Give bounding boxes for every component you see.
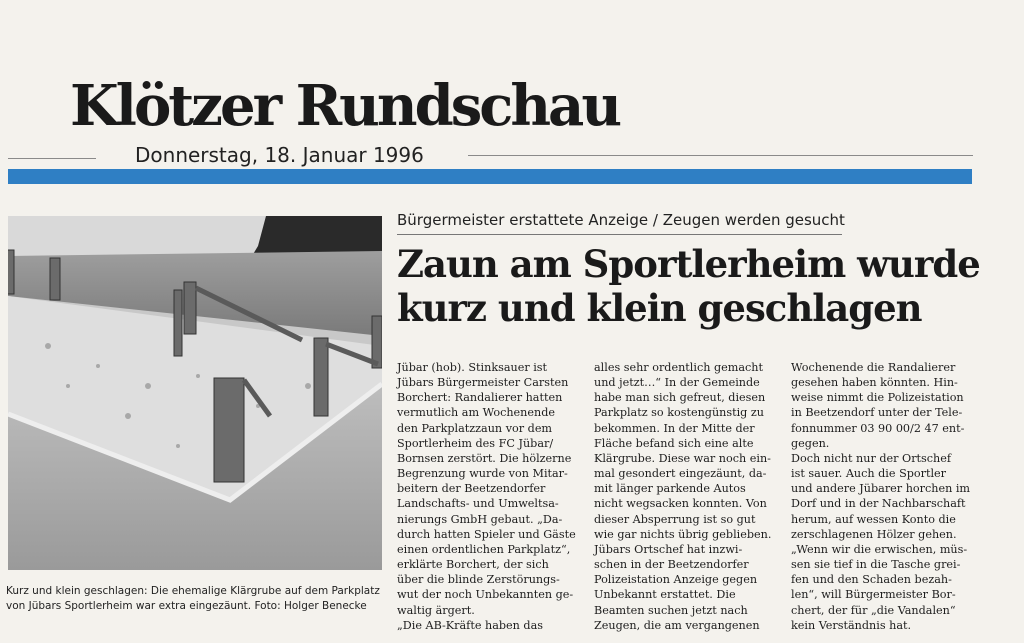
article-text-line: alles sehr ordentlich gemacht bbox=[594, 361, 763, 374]
article-text-line: fonnummer 03 90 00/2 47 ent- bbox=[791, 421, 965, 435]
article-text-line: mal gesondert eingezäunt, da- bbox=[594, 467, 767, 481]
article-text-line: habe man sich gefreut, diesen bbox=[594, 391, 766, 405]
article-text-line: Landschafts- und Umweltsa- bbox=[397, 497, 559, 511]
article-text-line: vermutlich am Wochenende bbox=[397, 406, 555, 420]
headline-line: kurz und klein geschlagen bbox=[397, 286, 922, 330]
article-text-line: beitern der Beetzendorfer bbox=[397, 482, 546, 496]
article-text-line: Begrenzung wurde von Mitar- bbox=[397, 467, 568, 481]
article-text-line: und jetzt…“ In der Gemeinde bbox=[594, 376, 760, 390]
article-text-line: Dorf und in der Nachbarschaft bbox=[791, 497, 966, 511]
article-text-line: gegen. bbox=[791, 436, 830, 450]
photo-fence-illustration bbox=[8, 216, 382, 570]
article-text-line: wie gar nichts übrig geblieben. bbox=[594, 527, 772, 541]
article-text-line: Doch nicht nur der Ortschef bbox=[791, 451, 952, 465]
caption-line: von Jübars Sportlerheim war extra eingezäunt. Foto: Holger Benecke bbox=[6, 600, 367, 612]
article-text-line: Beamten suchen jetzt nach bbox=[594, 603, 748, 617]
article-text-line: Sportlerheim des FC Jübar/ bbox=[397, 436, 554, 450]
article-text-line: gesehen haben könnten. Hin- bbox=[791, 376, 958, 390]
article-text-line: waltig ärgert. bbox=[397, 603, 475, 617]
article-column-3 bbox=[791, 360, 976, 633]
article-text-line: Klärgrube. Diese war noch ein- bbox=[594, 451, 771, 465]
issue-date: Donnerstag, 18. Januar 1996 bbox=[135, 143, 424, 167]
article-photo bbox=[8, 216, 382, 570]
article-text-line: und andere Jübarer horchen im bbox=[791, 482, 971, 496]
article-text-line: wut der noch Unbekannten ge- bbox=[397, 588, 574, 602]
article-text-line: bekommen. In der Mitte der bbox=[594, 421, 755, 435]
article-text-line: Jübar (hob). Stinksauer ist bbox=[397, 361, 548, 374]
article-text-line: in Beetzendorf unter der Tele- bbox=[791, 406, 963, 420]
photo-caption bbox=[6, 584, 390, 614]
article-text-line: den Parkplatzzaun vor dem bbox=[397, 421, 553, 435]
caption-line: Kurz und klein geschlagen: Die ehemalige Klärgrube auf dem Parkplatz bbox=[6, 585, 380, 597]
article-text-line: „Wenn wir die erwischen, müs- bbox=[791, 542, 968, 556]
headline-line: Zaun am Sportlerheim wurde bbox=[397, 242, 980, 286]
article-text-line: sen sie tief in die Tasche grei- bbox=[791, 558, 961, 572]
article-text-line: erklärte Borchert, der sich bbox=[397, 558, 549, 572]
article-text-line: schen in der Beetzendorfer bbox=[594, 558, 749, 572]
article-text-line: Jübars Ortschef hat inzwi- bbox=[594, 542, 743, 556]
article-text-line: Borchert: Randalierer hatten bbox=[397, 391, 563, 405]
article-text-line: mit länger parkende Autos bbox=[594, 482, 746, 496]
masthead-rule-left bbox=[8, 158, 96, 159]
article-text-line: Wochenende die Randalierer bbox=[791, 361, 956, 374]
article-text-line: Zeugen, die am vergangenen bbox=[594, 618, 760, 632]
masthead: Klötzer Rundschau bbox=[70, 73, 620, 139]
article-text-line: chert, der für „die Vandalen“ bbox=[791, 603, 956, 617]
article-text-line: über die blinde Zerstörungs- bbox=[397, 573, 560, 587]
article-text-line: ist sauer. Auch die Sportler bbox=[791, 467, 947, 481]
masthead-rule-right bbox=[468, 155, 973, 156]
article-text-line: herum, auf wessen Konto die bbox=[791, 512, 956, 526]
article-text-line: nierungs GmbH gebaut. „Da- bbox=[397, 512, 563, 526]
article-text-line: Polizeistation Anzeige gegen bbox=[594, 573, 758, 587]
article-column-2 bbox=[594, 360, 781, 633]
article-headline bbox=[397, 242, 980, 330]
article-text-line: einen ordentlichen Parkplatz“, bbox=[397, 542, 571, 556]
article-text-line: dieser Absperrung ist so gut bbox=[594, 512, 756, 526]
article-text-line: „Die AB-Kräfte haben das bbox=[397, 618, 543, 632]
article-text-line: len“, will Bürgermeister Bor- bbox=[791, 588, 956, 602]
article-text-line: Unbekannt erstattet. Die bbox=[594, 588, 736, 602]
article-column-1 bbox=[397, 360, 584, 633]
kicker-rule bbox=[397, 234, 842, 235]
article-text-line: Jübars Bürgermeister Carsten bbox=[397, 376, 569, 390]
article-text-line: Bornsen zerstört. Die hölzerne bbox=[397, 451, 572, 465]
article-text-line: kein Verständnis hat. bbox=[791, 618, 912, 632]
article-text-line: zerschlagenen Hölzer gehen. bbox=[791, 527, 957, 541]
article-text-line: weise nimmt die Polizeistation bbox=[791, 391, 964, 405]
article-text-line: fen und den Schaden bezah- bbox=[791, 573, 952, 587]
accent-bar bbox=[8, 169, 972, 184]
article-text-line: nicht wegsacken konnten. Von bbox=[594, 497, 767, 511]
article-text-line: Fläche befand sich eine alte bbox=[594, 436, 754, 450]
article-text-line: Parkplatz so kostengünstig zu bbox=[594, 406, 764, 420]
article-kicker: Bürgermeister erstattete Anzeige / Zeugen werden gesucht bbox=[397, 211, 845, 229]
article-text-line: durch hatten Spieler und Gäste bbox=[397, 527, 576, 541]
